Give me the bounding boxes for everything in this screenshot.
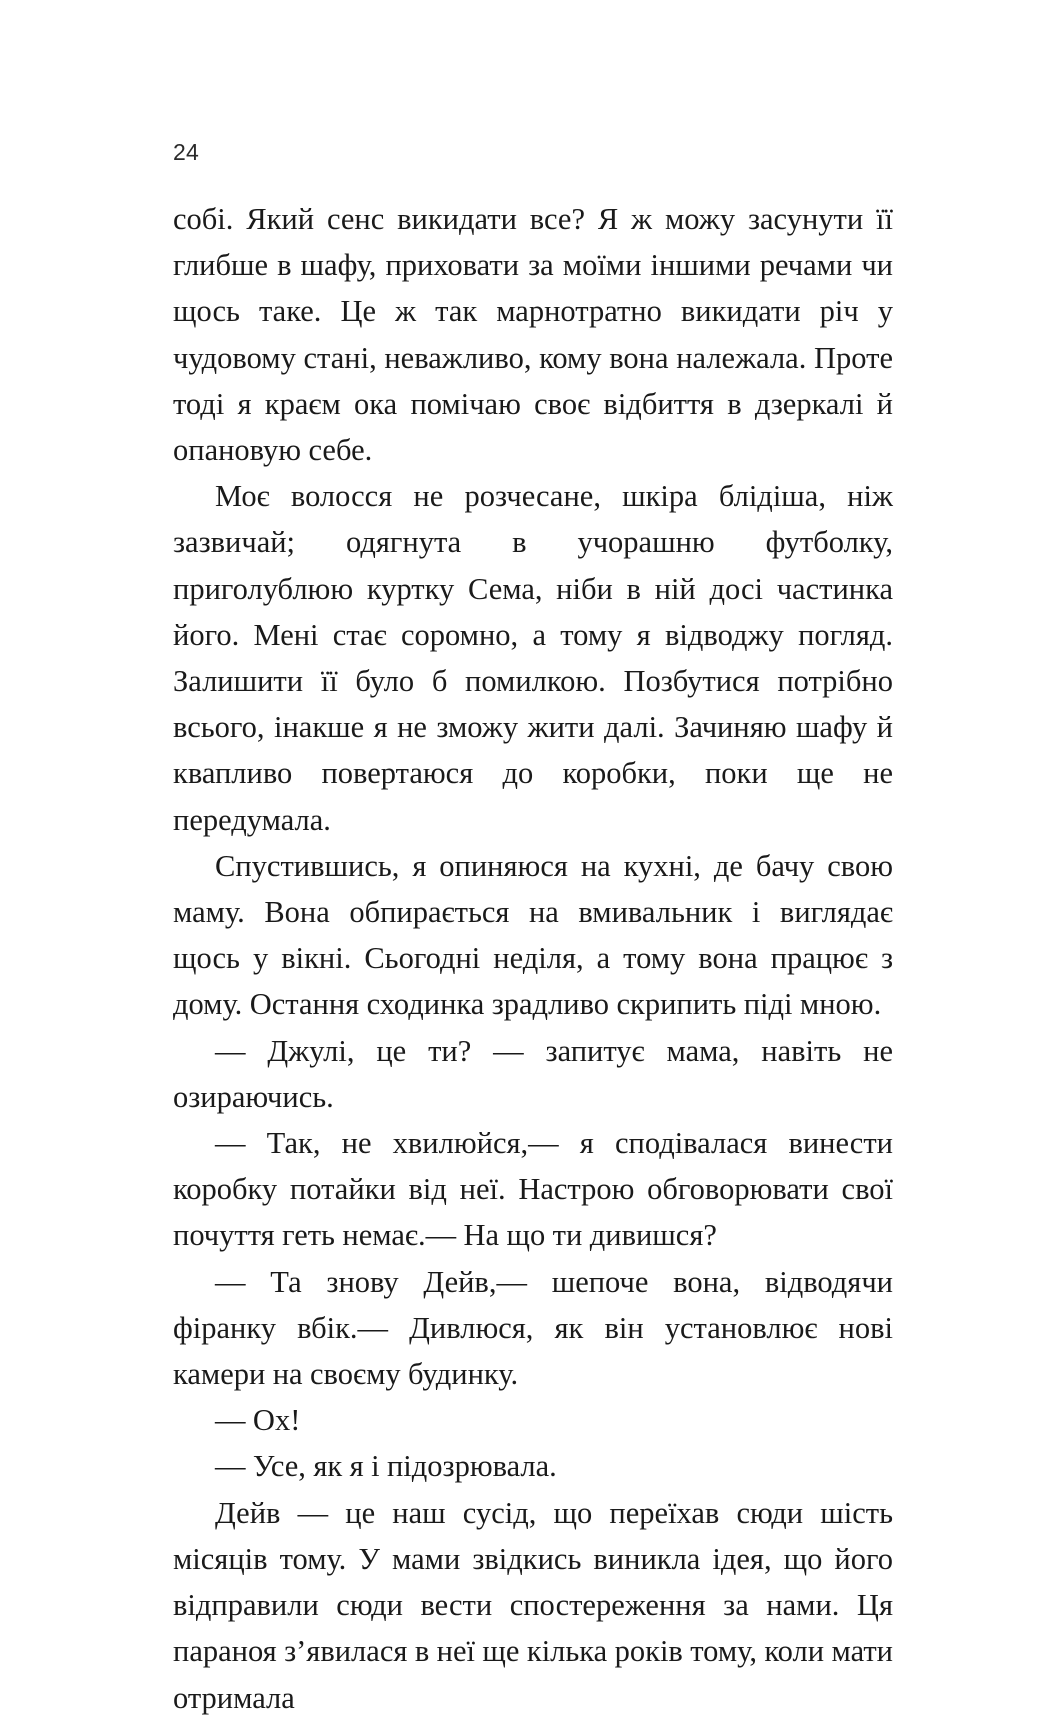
dialogue-paragraph: — Усе, як я і підозрювала. [215,1449,557,1484]
dialogue-paragraph: — Джулі, це ти? — запитує мама, навіть не озираючись. [173,1033,893,1114]
paragraph: собі. Який сенс викидати все? Я ж можу засунути її глибше в шафу, приховати за моїми іншими речами чи щось таке. Це ж так марнотратно викидати річ у чудовому стані, неважливо, кому вона належала. Проте тоді я краєм ока помічаю своє відбиття в дзеркалі й опановую себе. [173,202,893,468]
paragraph: Дейв — це наш сусід, що переїхав сюди шість місяців тому. У мами звідкись виникла ідея, що його відправили сюди вести спостереження за нами. Ця параноя з’явилася в неї ще кілька років тому, коли мати отримала [173,1495,893,1715]
dialogue-paragraph: — Ох! [215,1403,301,1438]
dialogue-paragraph: — Так, не хвилюйся,— я сподівалася винести коробку потайки від неї. Настрою обговорювати свої почуття геть немає.— На що ти дивишся? [173,1126,893,1253]
body-text-block [173,196,893,1721]
paragraph: Спустившись, я опиняюся на кухні, де бачу свою маму. Вона обпирається на вмивальник і виглядає щось у вікні. Сьогодні неділя, а тому вона працює з дому. Остання сходинка зрадливо скрипить піді мною. [173,848,893,1022]
paragraph: Моє волосся не розчесане, шкіра блідіша, ніж зазвичай; одягнута в учорашню футболку, приголублюю куртку Сема, ніби в ній досі частинка його. Мені стає соромно, а тому я відводжу погляд. Залишити її було б помилкою. Позбутися потрібно всього, інакше я не зможу жити далі. Зачиняю шафу й квапливо повертаюся до коробки, поки ще не передумала. [173,479,893,837]
page-number: 24 [173,139,199,165]
dialogue-paragraph: — Та знову Дейв,— шепоче вона, відводячи фіранку вбік.— Дивлюся, як він установлює нові камери на своєму будинку. [173,1264,893,1392]
